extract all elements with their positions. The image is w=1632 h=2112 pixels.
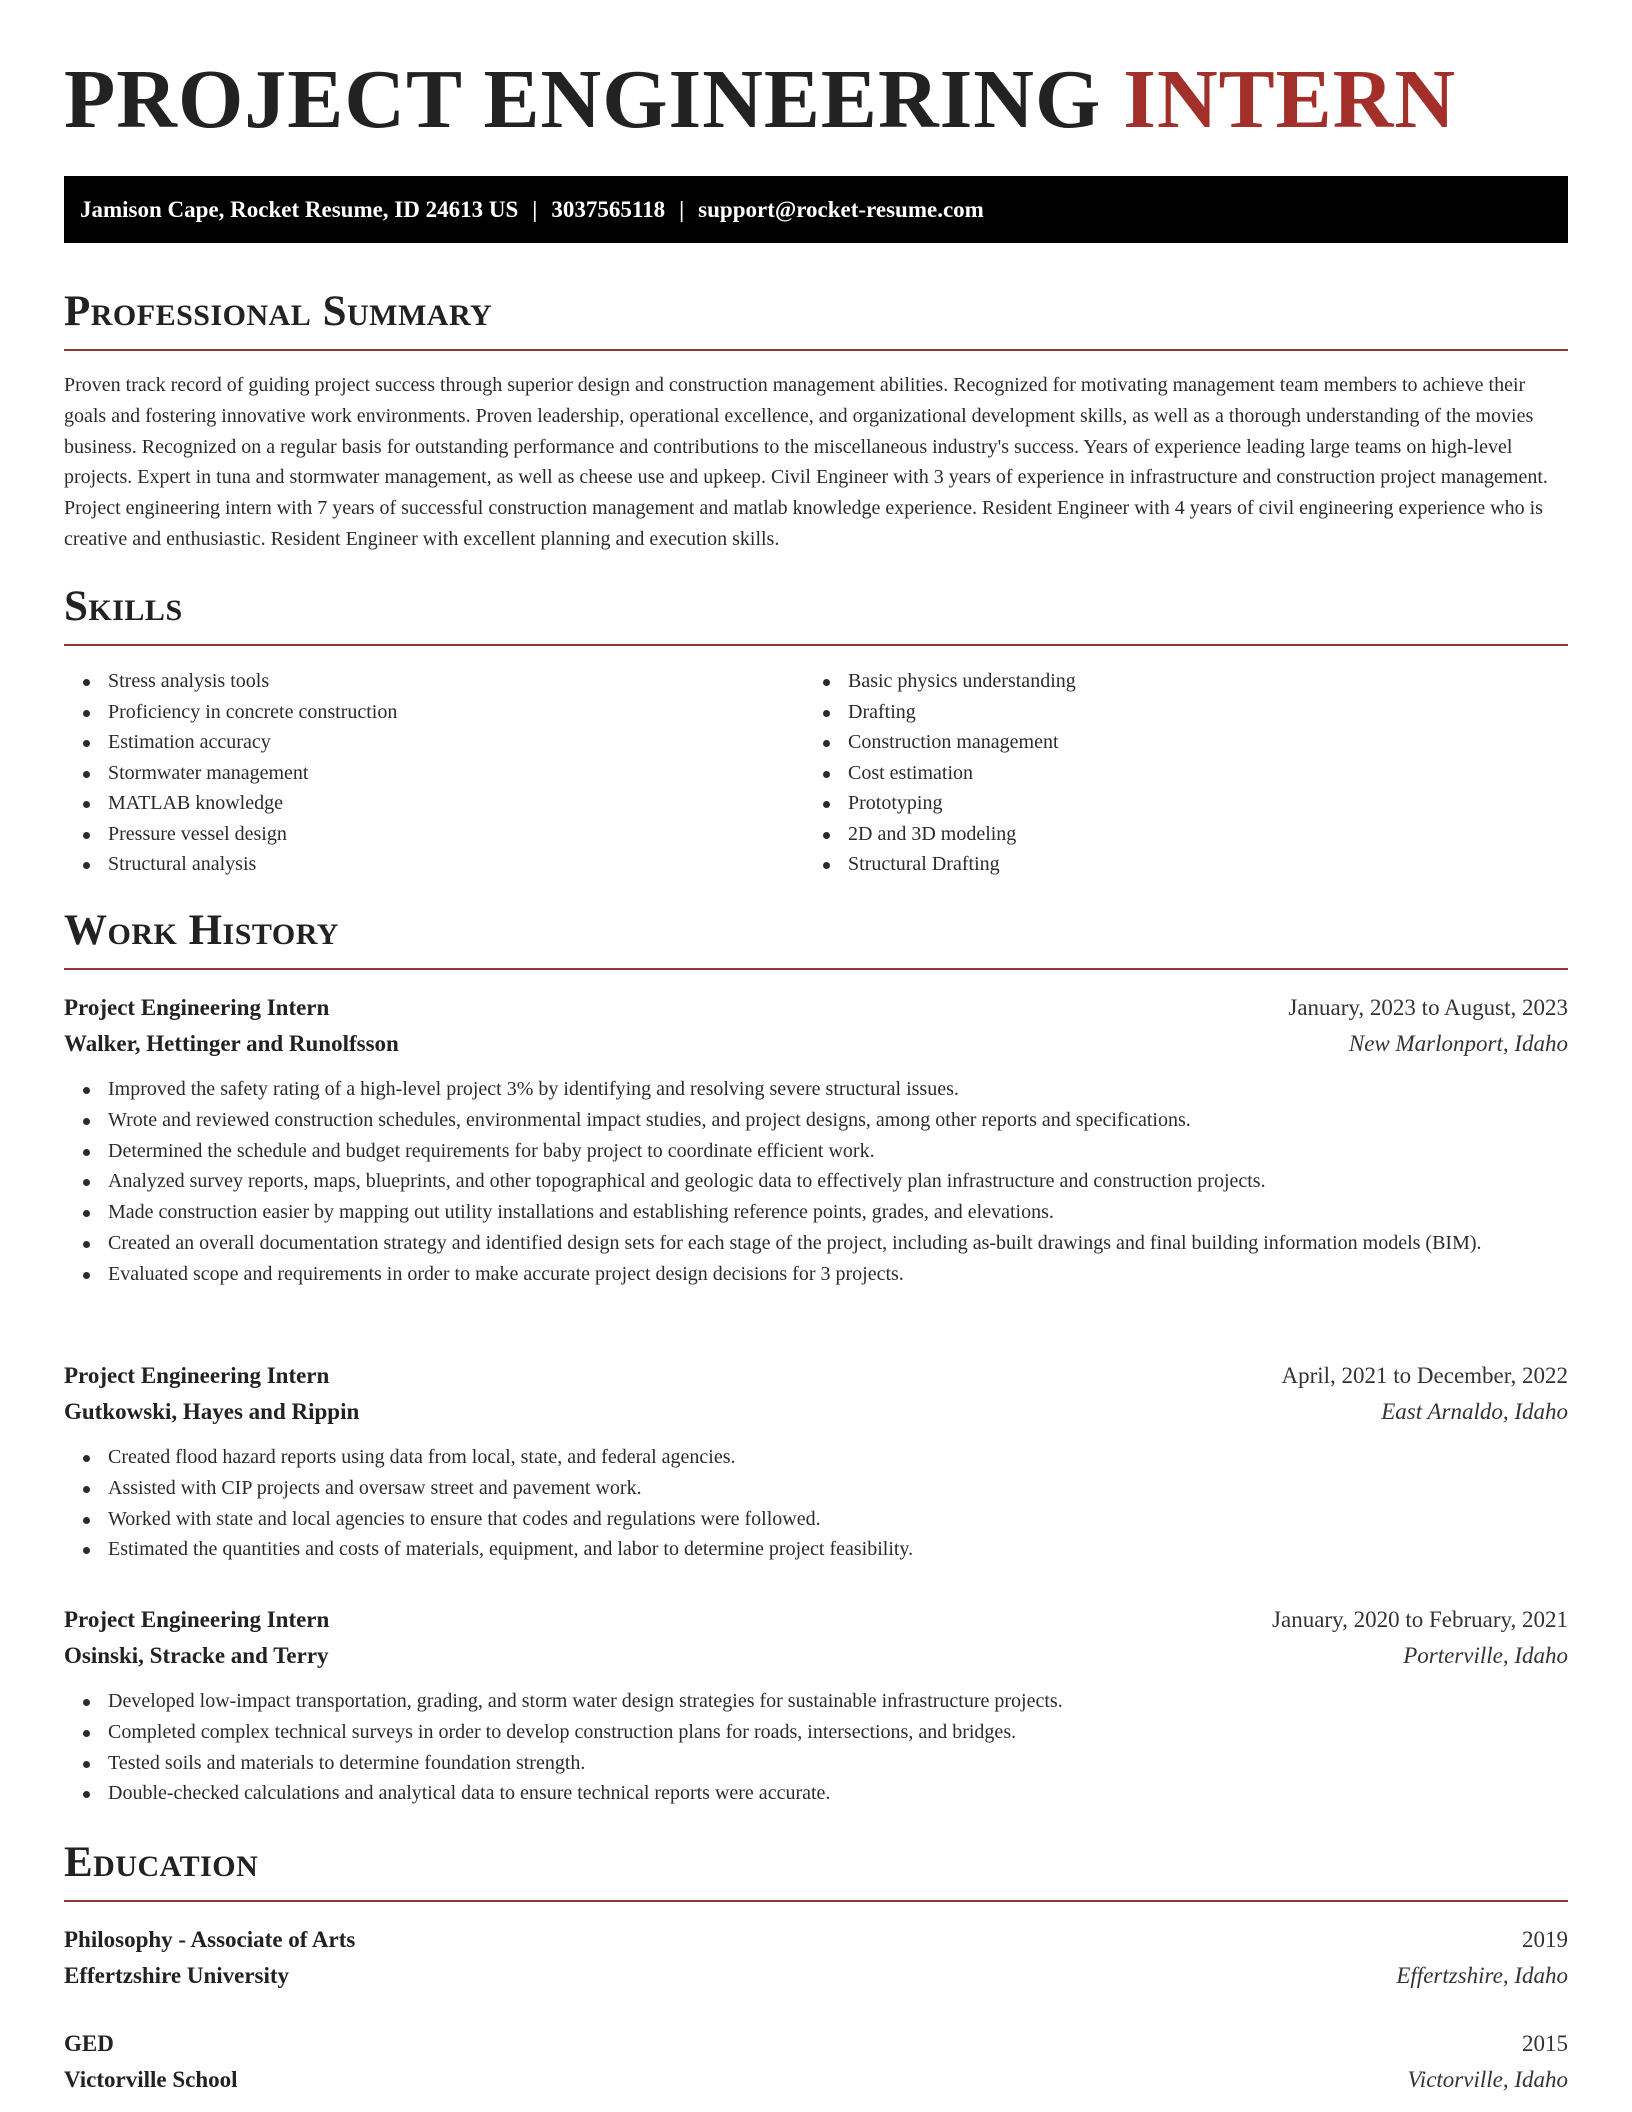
skill-item: 2D and 3D modeling bbox=[804, 819, 1544, 850]
section-title: Work History bbox=[64, 907, 339, 954]
section-heading-education bbox=[64, 1841, 1568, 1902]
job-bullet: Tested soils and materials to determine foundation strength. bbox=[64, 1748, 1568, 1779]
section-title: Education bbox=[64, 1839, 259, 1886]
skill-item: Stress analysis tools bbox=[64, 666, 804, 697]
job-dates: January, 2020 to February, 2021 bbox=[1272, 1607, 1568, 1632]
job-bullet: Estimated the quantities and costs of materials, equipment, and labor to determine project feasibility. bbox=[64, 1534, 1568, 1565]
section-title: Skills bbox=[64, 583, 183, 630]
job-bullet: Analyzed survey reports, maps, blueprints, and other topographical and geologic data to effectively plan infrastructure and construction projects. bbox=[64, 1166, 1568, 1197]
job-bullet: Determined the schedule and budget requirements for baby project to coordinate efficient work. bbox=[64, 1136, 1568, 1167]
job-bullet: Made construction easier by mapping out utility installations and establishing reference points, grades, and elevations. bbox=[64, 1197, 1568, 1228]
job-bullet: Improved the safety rating of a high-level project 3% by identifying and resolving severe structural issues. bbox=[64, 1074, 1568, 1105]
job-location: East Arnaldo, Idaho bbox=[1381, 1399, 1568, 1424]
education-year: 2015 bbox=[1522, 2031, 1568, 2056]
job-entry bbox=[64, 1602, 1568, 1809]
job-bullet: Created an overall documentation strategy and identified design sets for each stage of the project, including as-built drawings and final building information models (BIM). bbox=[64, 1228, 1568, 1259]
job-title: Project Engineering Intern bbox=[64, 1363, 330, 1388]
education-entry bbox=[64, 2026, 1568, 2098]
contact-email: support@rocket-resume.com bbox=[698, 196, 984, 222]
section-heading-summary bbox=[64, 290, 1568, 351]
skill-item: Basic physics understanding bbox=[804, 666, 1544, 697]
skill-item: MATLAB knowledge bbox=[64, 788, 804, 819]
education-location: Effertzshire, Idaho bbox=[1396, 1963, 1568, 1988]
job-bullet: Assisted with CIP projects and oversaw street and pavement work. bbox=[64, 1473, 1568, 1504]
section-heading-skills bbox=[64, 585, 1568, 646]
skill-item: Pressure vessel design bbox=[64, 819, 804, 850]
job-bullet: Double-checked calculations and analytical data to ensure technical reports were accurate. bbox=[64, 1778, 1568, 1809]
summary-text: Proven track record of guiding project success through superior design and construction management abilities. Recognized for motivating management team members to achieve their goals and fostering innovative work environments. Proven leadership, operational excellence, and organizational development skills, as well as a thorough understanding of the movies business. Recognized on a regular basis for outstanding performance and contributions to the miscellaneous industry's success. Years of experience leading large teams on high-level projects. Expert in tuna and stormwater management, as well as cheese use and upkeep. Civil Engineer with 3 years of experience in infrastructure and construction project management. Project engineering intern with 7 years of successful construction management and matlab knowledge experience. Resident Engineer with 4 years of civil engineering experience who is creative and enthusiastic. Resident Engineer with excellent planning and execution skills. bbox=[64, 374, 1548, 550]
contact-separator: | bbox=[679, 196, 685, 222]
skill-item: Structural Drafting bbox=[804, 849, 1544, 880]
job-entry bbox=[64, 1358, 1568, 1565]
job-dates: April, 2021 to December, 2022 bbox=[1281, 1363, 1568, 1388]
skill-item: Proficiency in concrete construction bbox=[64, 697, 804, 728]
job-dates: January, 2023 to August, 2023 bbox=[1288, 995, 1568, 1020]
skills-list bbox=[64, 666, 1568, 880]
job-company: Osinski, Stracke and Terry bbox=[64, 1643, 329, 1668]
section-title: Professional Summary bbox=[64, 288, 493, 335]
resume-title bbox=[64, 53, 1457, 146]
education-degree: GED bbox=[64, 2031, 114, 2056]
job-location: Porterville, Idaho bbox=[1403, 1643, 1568, 1668]
job-company: Gutkowski, Hayes and Rippin bbox=[64, 1399, 360, 1424]
job-bullet: Worked with state and local agencies to ensure that codes and regulations were followed. bbox=[64, 1504, 1568, 1535]
job-bullets bbox=[64, 1442, 1568, 1565]
education-school: Effertzshire University bbox=[64, 1963, 290, 1988]
skill-item: Stormwater management bbox=[64, 758, 804, 789]
job-title: Project Engineering Intern bbox=[64, 1607, 330, 1632]
education-entry bbox=[64, 1922, 1568, 1994]
job-bullets bbox=[64, 1686, 1568, 1809]
title-main: PROJECT ENGINEERING bbox=[64, 53, 1102, 146]
education-year: 2019 bbox=[1522, 1927, 1568, 1952]
job-bullet: Evaluated scope and requirements in order to make accurate project design decisions for 3 projects. bbox=[64, 1259, 1568, 1290]
job-title: Project Engineering Intern bbox=[64, 995, 330, 1020]
skill-item: Construction management bbox=[804, 727, 1544, 758]
skill-item: Cost estimation bbox=[804, 758, 1544, 789]
job-entry bbox=[64, 990, 1568, 1290]
skill-item: Estimation accuracy bbox=[64, 727, 804, 758]
title-accent: INTERN bbox=[1123, 53, 1457, 146]
job-company: Walker, Hettinger and Runolfsson bbox=[64, 1031, 399, 1056]
contact-phone: 3037565118 bbox=[551, 196, 666, 222]
job-bullet: Developed low-impact transportation, grading, and storm water design strategies for sustainable infrastructure projects. bbox=[64, 1686, 1568, 1717]
skills-column-left bbox=[64, 666, 804, 880]
job-bullet: Wrote and reviewed construction schedules, environmental impact studies, and project designs, among other reports and specifications. bbox=[64, 1105, 1568, 1136]
skills-column-right bbox=[804, 666, 1544, 880]
job-bullet: Completed complex technical surveys in order to develop construction plans for roads, intersections, and bridges. bbox=[64, 1717, 1568, 1748]
education-school: Victorville School bbox=[64, 2067, 238, 2092]
skill-item: Structural analysis bbox=[64, 849, 804, 880]
education-degree: Philosophy - Associate of Arts bbox=[64, 1927, 356, 1952]
skill-item: Prototyping bbox=[804, 788, 1544, 819]
job-location: New Marlonport, Idaho bbox=[1348, 1031, 1568, 1056]
job-bullets bbox=[64, 1074, 1568, 1290]
section-heading-work bbox=[64, 909, 1568, 970]
contact-separator: | bbox=[532, 196, 538, 222]
education-location: Victorville, Idaho bbox=[1407, 2067, 1568, 2092]
contact-address: Jamison Cape, Rocket Resume, ID 24613 US bbox=[80, 196, 519, 222]
job-bullet: Created flood hazard reports using data from local, state, and federal agencies. bbox=[64, 1442, 1568, 1473]
contact-bar bbox=[64, 176, 1568, 243]
skill-item: Drafting bbox=[804, 697, 1544, 728]
